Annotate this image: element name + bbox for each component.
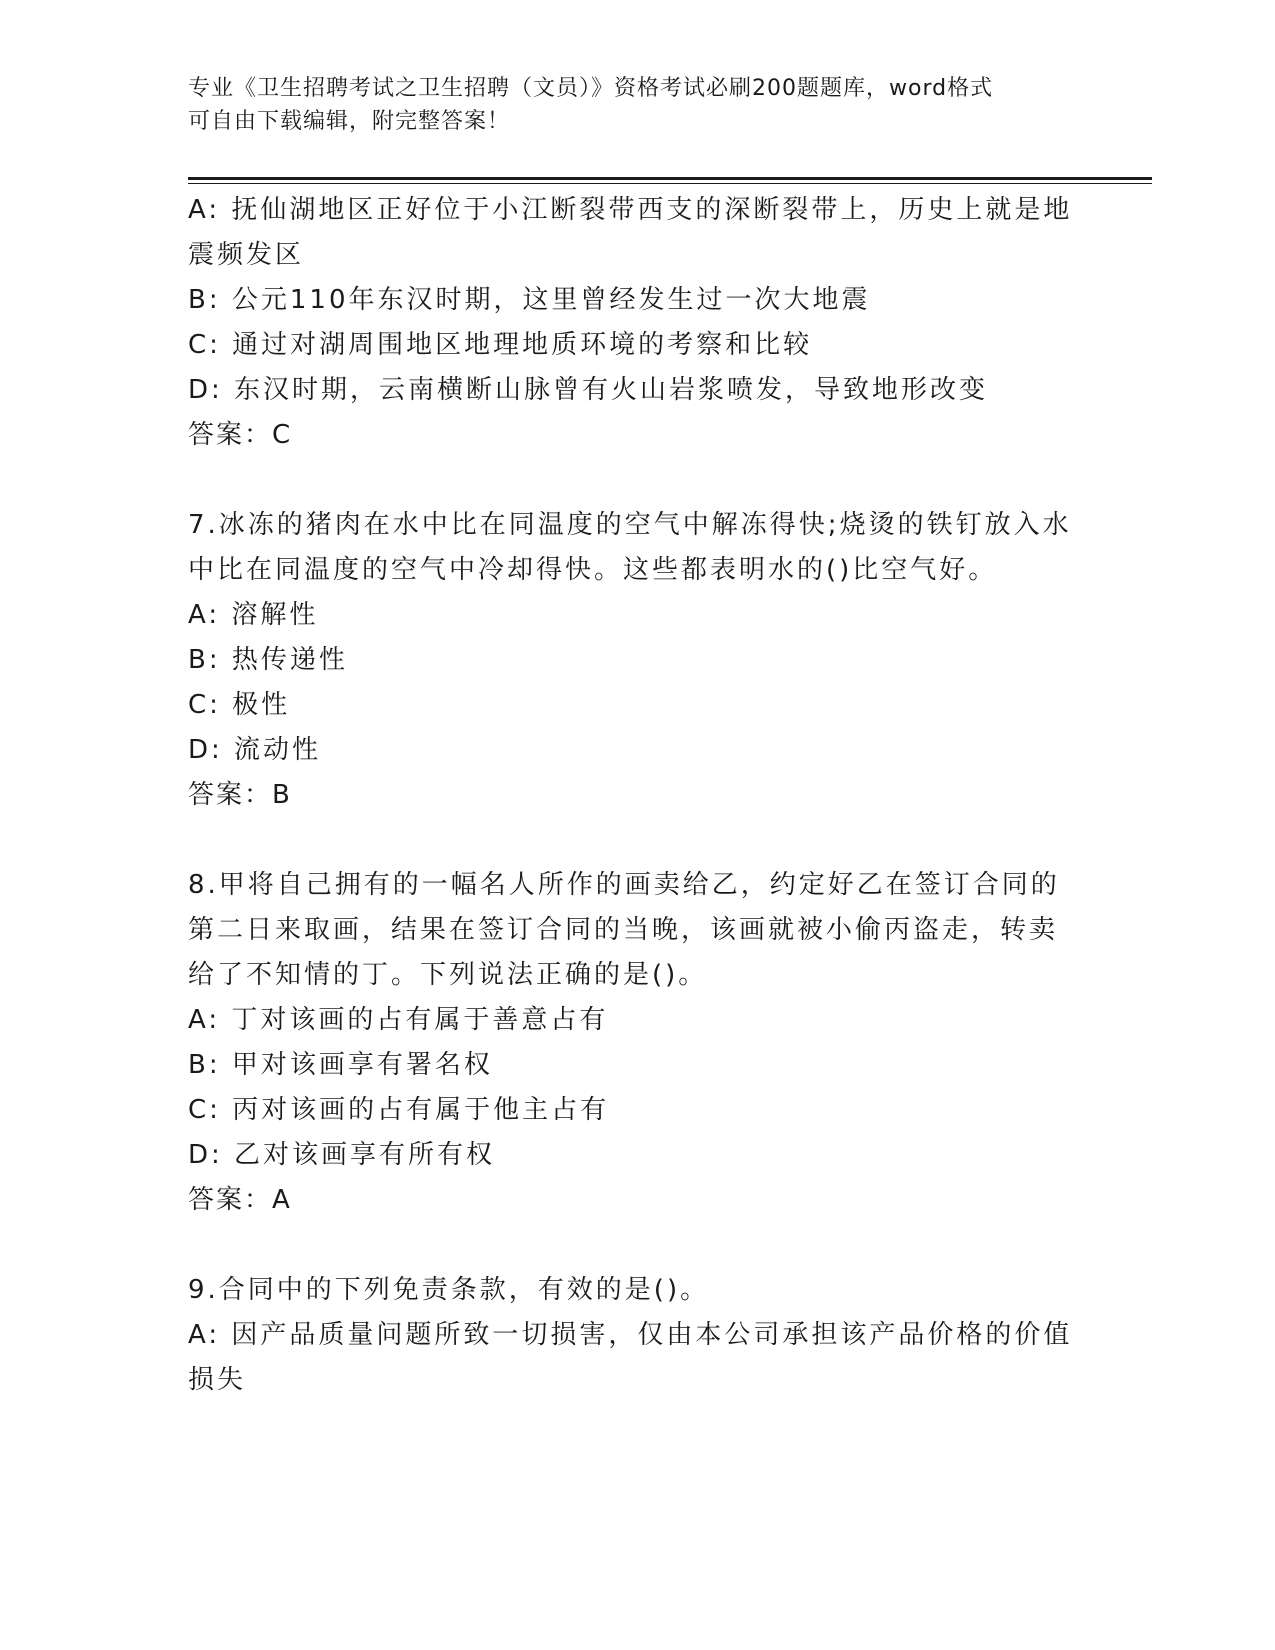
question-spacer — [188, 818, 1088, 863]
q7-option-a: A: 溶解性 — [188, 600, 319, 630]
question-9 — [188, 1268, 1088, 1403]
q9-option-a-line2: 损失 — [188, 1365, 247, 1395]
q9-option-a-line1: A: 因产品质量问题所致一切损害，仅由本公司承担该产品价格的价值 — [188, 1320, 1073, 1350]
q8-stem-line1: 8.甲将自己拥有的一幅名人所作的画卖给乙，约定好乙在签订合同的 — [188, 870, 1060, 900]
q8-option-c: C: 丙对该画的占有属于他主占有 — [188, 1095, 610, 1125]
q6-option-d: D: 东汉时期，云南横断山脉曾有火山岩浆喷发，导致地形改变 — [188, 375, 989, 405]
q8-option-b: B: 甲对该画享有署名权 — [188, 1050, 493, 1080]
question-spacer — [188, 458, 1088, 503]
q8-stem-line3: 给了不知情的丁。下列说法正确的是()。 — [188, 960, 708, 990]
document-header — [188, 72, 1068, 138]
header-line-1: 专业《卫生招聘考试之卫生招聘（文员）》资格考试必刷200题题库，word格式 — [188, 76, 994, 101]
q6-answer: 答案：C — [188, 420, 293, 450]
q8-option-d: D: 乙对该画享有所有权 — [188, 1140, 496, 1170]
question-8 — [188, 863, 1088, 1223]
q7-answer: 答案：B — [188, 780, 292, 810]
q6-option-a-line2: 震频发区 — [188, 240, 305, 270]
header-line-2: 可自由下载编辑，附完整答案！ — [188, 109, 511, 134]
question-7 — [188, 503, 1088, 818]
question-list — [188, 188, 1088, 1403]
header-divider-thin — [188, 183, 1152, 184]
q7-stem-line2: 中比在同温度的空气中冷却得快。这些都表明水的()比空气好。 — [188, 555, 998, 585]
q9-stem-line1: 9.合同中的下列免责条款，有效的是()。 — [188, 1275, 710, 1305]
question-6 — [188, 188, 1088, 458]
q6-option-c: C: 通过对湖周围地区地理地质环境的考察和比较 — [188, 330, 813, 360]
q8-option-a: A: 丁对该画的占有属于善意占有 — [188, 1005, 609, 1035]
header-divider-thick — [188, 177, 1152, 180]
q6-option-a-line1: A: 抚仙湖地区正好位于小江断裂带西支的深断裂带上，历史上就是地 — [188, 195, 1073, 225]
question-spacer — [188, 1223, 1088, 1268]
q6-option-b: B: 公元110年东汉时期，这里曾经发生过一次大地震 — [188, 285, 871, 315]
q8-answer: 答案：A — [188, 1185, 292, 1215]
q8-stem-line2: 第二日来取画，结果在签订合同的当晚，该画就被小偷丙盗走，转卖 — [188, 915, 1059, 945]
q7-option-d: D: 流动性 — [188, 735, 322, 765]
q7-stem-line1: 7.冰冻的猪肉在水中比在同温度的空气中解冻得快;烧烫的铁钉放入水 — [188, 510, 1072, 540]
q7-option-b: B: 热传递性 — [188, 645, 348, 675]
q7-option-c: C: 极性 — [188, 690, 291, 720]
